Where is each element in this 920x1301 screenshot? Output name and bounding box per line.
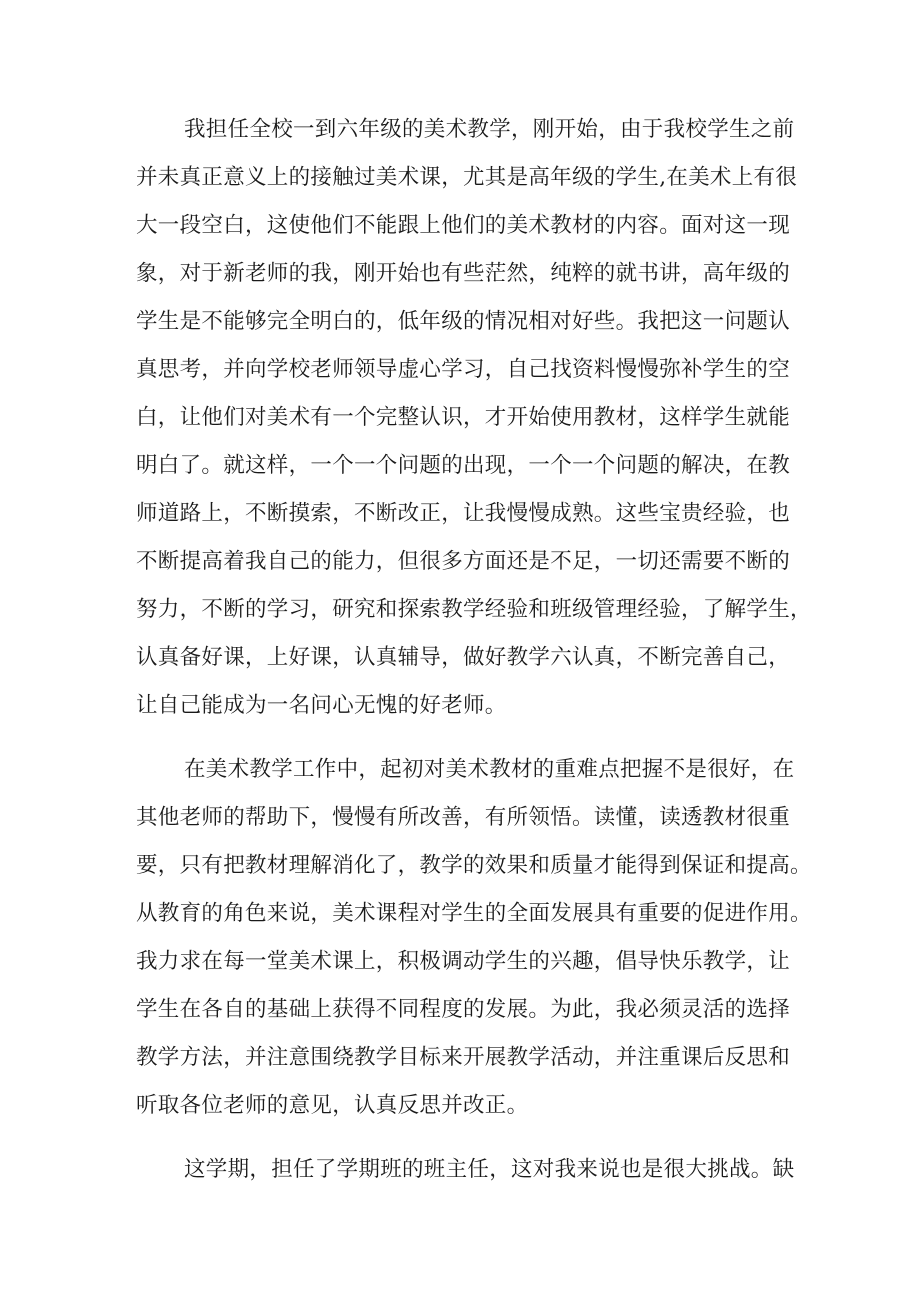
paragraph-line: 明白了。就这样，一个一个问题的出现，一个一个问题的解决，在教: [136, 453, 791, 478]
paragraph-line: 认真备好课，上好课，认真辅导，做好教学六认真，不断完善自己，: [136, 645, 791, 670]
paragraph-line: 努力，不断的学习，研究和探索教学经验和班级管理经验，了解学生，: [136, 597, 812, 622]
paragraph-line: 不断提高着我自己的能力，但很多方面还是不足，一切还需要不断的: [136, 549, 791, 574]
paragraph-line: 真思考，并向学校老师领导虚心学习，自己找资料慢慢弥补学生的空: [136, 357, 791, 382]
paragraph-line: 我担任全校一到六年级的美术教学，刚开始，由于我校学生之前: [184, 117, 795, 142]
paragraph-line: 从教育的角色来说，美术课程对学生的全面发展具有重要的促进作用。: [136, 901, 812, 926]
paragraph-line: 大一段空白，这使他们不能跟上他们的美术教材的内容。面对这一现: [136, 213, 791, 238]
paragraph-line: 其他老师的帮助下，慢慢有所改善，有所领悟。读懂，读透教材很重: [136, 805, 791, 830]
paragraph-line: 师道路上，不断摸索，不断改正，让我慢慢成熟。这些宝贵经验，也: [136, 501, 791, 526]
paragraph-line: 在美术教学工作中，起初对美术教材的重难点把握不是很好，在: [184, 757, 795, 782]
paragraph-line: 听取各位老师的意见，认真反思并改正。: [136, 1093, 529, 1118]
paragraph-line: 要，只有把教材理解消化了，教学的效果和质量才能得到保证和提高。: [136, 853, 812, 878]
paragraph-line: 学生是不能够完全明白的，低年级的情况相对好些。我把这一问题认: [136, 309, 791, 334]
paragraph-line: 学生在各自的基础上获得不同程度的发展。为此，我必须灵活的选择: [136, 997, 791, 1022]
paragraph-line: 教学方法，并注意围绕教学目标来开展教学活动，并注重课后反思和: [136, 1045, 791, 1070]
paragraph-line: 白，让他们对美术有一个完整认识，才开始使用教材，这样学生就能: [136, 405, 791, 430]
paragraph-line: 让自己能成为一名问心无愧的好老师。: [136, 693, 507, 718]
paragraph-line: 我力求在每一堂美术课上，积极调动学生的兴趣，倡导快乐教学，让: [136, 949, 791, 974]
paragraph-line: 这学期，担任了学期班的班主任，这对我来说也是很大挑战。缺: [184, 1157, 795, 1182]
paragraph-line: 并未真正意义上的接触过美术课，尤其是高年级的学生,在美术上有很: [136, 165, 798, 190]
paragraph-line: 象，对于新老师的我，刚开始也有些茫然，纯粹的就书讲，高年级的: [136, 261, 791, 286]
